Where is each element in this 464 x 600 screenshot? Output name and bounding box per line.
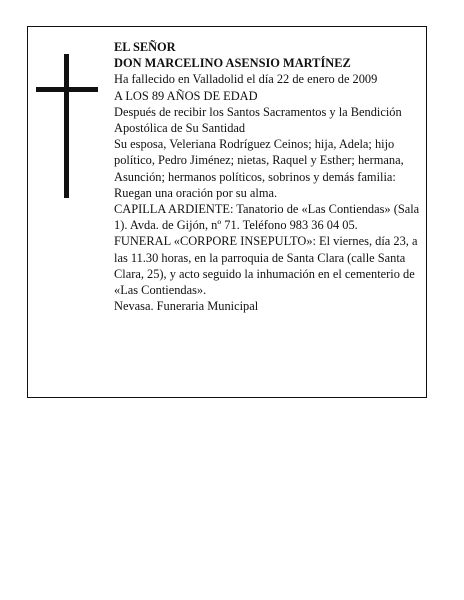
cross-icon — [36, 54, 98, 198]
chapel-paragraph: CAPILLA ARDIENTE: Tanatorio de «Las Contiendas» (Sala 1). Avda. de Gijón, nº 71. Teléfono 983 36 04 05. — [114, 202, 420, 233]
prayer-request: Ruegan una oración por su alma. — [114, 185, 278, 200]
age-statement: A LOS 89 AÑOS DE EDAD — [114, 88, 258, 103]
obituary-text — [114, 39, 422, 314]
sacraments-paragraph: Después de recibir los Santos Sacramentos y la Bendición Apostólica de Su Santidad — [114, 104, 402, 136]
funeral-home: Nevasa. Funeraria Municipal — [114, 299, 259, 314]
funeral-paragraph: FUNERAL «CORPORE INSEPULTO»: El viernes, día 23, a las 11.30 horas, en la parroquia de Santa Clara (calle Santa Clara, 25), y acto seguido la inhumación en el cementerio de «Las Contiendas». — [114, 234, 418, 298]
honorific-title: EL SEÑOR — [114, 40, 176, 54]
cross-vertical-bar — [64, 54, 69, 198]
deceased-name: DON MARCELINO ASENSIO MARTÍNEZ — [114, 56, 351, 71]
family-paragraph: Su esposa, Veleriana Rodríguez Ceinos; hija, Adela; hijo político, Pedro Jiménez; nietas, Raquel y Esther; hermana, Asunción; hermanos políticos, sobrinos y demás familia: — [114, 137, 404, 184]
cross-horizontal-bar — [36, 87, 98, 92]
death-statement: Ha fallecido en Valladolid el día 22 de enero de 2009 — [114, 72, 378, 87]
